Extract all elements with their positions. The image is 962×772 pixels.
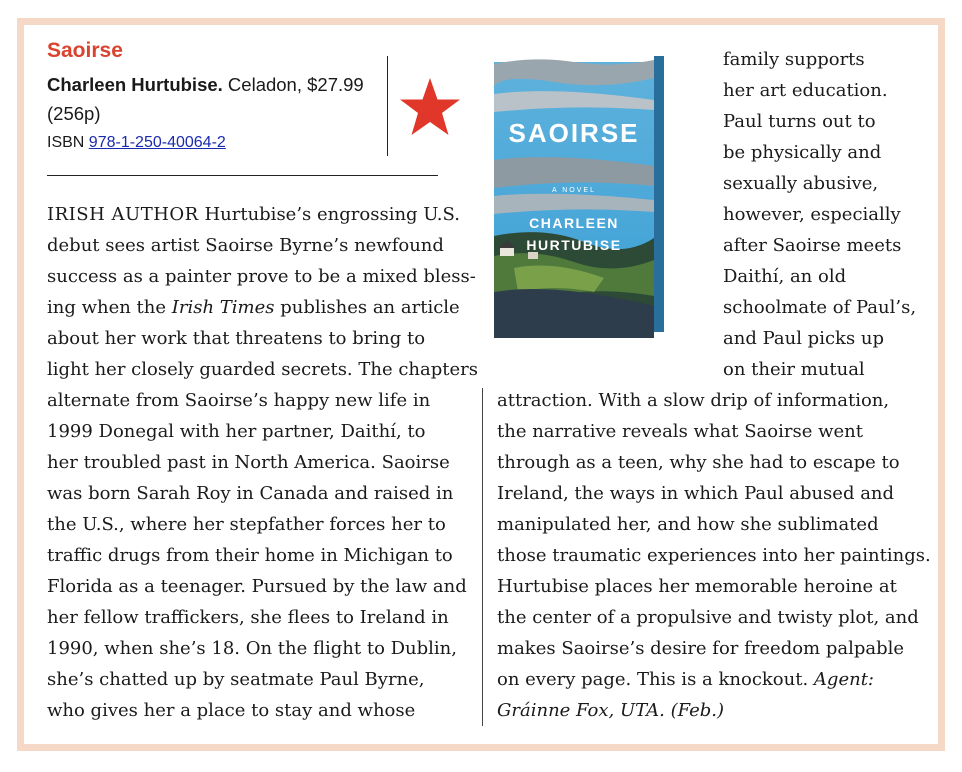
text-line: success as a painter prove to be a mixed bless-	[47, 266, 476, 287]
text-line: Hurtubise places her memorable heroine at	[497, 576, 897, 597]
cover-title: SAOIRSE	[508, 118, 640, 148]
text-line: Ireland, the ways in which Paul abused and	[497, 483, 895, 504]
lead-in: IRISH AUTHOR	[47, 204, 199, 225]
isbn-line	[47, 134, 226, 152]
text-line: family supports	[723, 49, 865, 70]
text-line: after Saoirse meets	[723, 235, 902, 256]
cover-subtitle: A NOVEL	[552, 187, 596, 194]
text-line: 1999 Donegal with her partner, Daithí, to	[47, 421, 426, 442]
text-line: and Paul picks up	[723, 328, 885, 349]
text-line: IRISH AUTHOR Hurtubise’s engrossing U.S.	[47, 204, 460, 225]
review-text-right-bottom	[497, 385, 931, 726]
text-line: on every page. This is a knockout. Agent:	[497, 669, 874, 690]
cover-author-last: HURTUBISE	[526, 237, 622, 253]
book-title: Saoirse	[47, 39, 123, 62]
text-line: alternate from Saoirse’s happy new life in	[47, 390, 431, 411]
header-divider-vertical	[387, 56, 388, 156]
book-cover	[494, 56, 664, 338]
text-line: light her closely guarded secrets. The chapters	[47, 359, 479, 380]
text-line: attraction. With a slow drip of information,	[497, 390, 890, 411]
text-line: manipulated her, and how she sublimated	[497, 514, 879, 535]
text-line: be physically and	[723, 142, 882, 163]
publication-title: Irish Times	[171, 297, 275, 318]
page-count: (256p)	[47, 103, 101, 124]
book-meta	[47, 70, 377, 128]
text-line: her art education.	[723, 80, 888, 101]
publisher-price: Celadon, $27.99	[222, 74, 364, 95]
header-divider-horizontal	[47, 175, 438, 176]
text-line: her troubled past in North America. Saoirse	[47, 452, 450, 473]
text-line: 1990, when she’s 18. On the flight to Dublin,	[47, 638, 458, 659]
text-line: was born Sarah Roy in Canada and raised in	[47, 483, 454, 504]
text-line: Paul turns out to	[723, 111, 876, 132]
agent-label: Agent:	[813, 669, 874, 690]
text-line: the center of a propulsive and twisty plot, and	[497, 607, 919, 628]
text-line: on their mutual	[723, 359, 865, 380]
review-text-right-top	[723, 44, 933, 385]
text-line: the narrative reveals what Saoirse went	[497, 421, 863, 442]
text-line: who gives her a place to stay and whose	[47, 700, 416, 721]
review-text-left	[47, 199, 479, 726]
text-line: the U.S., where her stepfather forces her to	[47, 514, 446, 535]
text-line: those traumatic experiences into her paintings.	[497, 545, 931, 566]
text-line: she’s chatted up by seatmate Paul Byrne,	[47, 669, 425, 690]
text-line: schoolmate of Paul’s,	[723, 297, 917, 318]
text-line: Florida as a teenager. Pursued by the law and	[47, 576, 467, 597]
cover-author-first: CHARLEEN	[529, 215, 619, 231]
text-line: sexually abusive,	[723, 173, 879, 194]
text-line: debut sees artist Saoirse Byrne’s newfound	[47, 235, 444, 256]
text-line: her fellow traffickers, she flees to Ireland in	[47, 607, 449, 628]
text-line: traffic drugs from their home in Michigan to	[47, 545, 453, 566]
star-icon	[398, 76, 462, 138]
author-name: Charleen Hurtubise.	[47, 74, 223, 95]
text-line: about her work that threatens to bring to	[47, 328, 426, 349]
text-line: through as a teen, why she had to escape to	[497, 452, 900, 473]
column-divider	[482, 388, 483, 726]
text-line: makes Saoirse’s desire for freedom palpable	[497, 638, 905, 659]
text-line: ing when the Irish Times publishes an article	[47, 297, 460, 318]
isbn-link[interactable]: 978-1-250-40064-2	[88, 134, 226, 151]
text-line: Gráinne Fox, UTA. (Feb.)	[497, 700, 725, 721]
text-line: Daithí, an old	[723, 266, 847, 287]
isbn-label: ISBN	[47, 134, 89, 151]
text-line: however, especially	[723, 204, 901, 225]
